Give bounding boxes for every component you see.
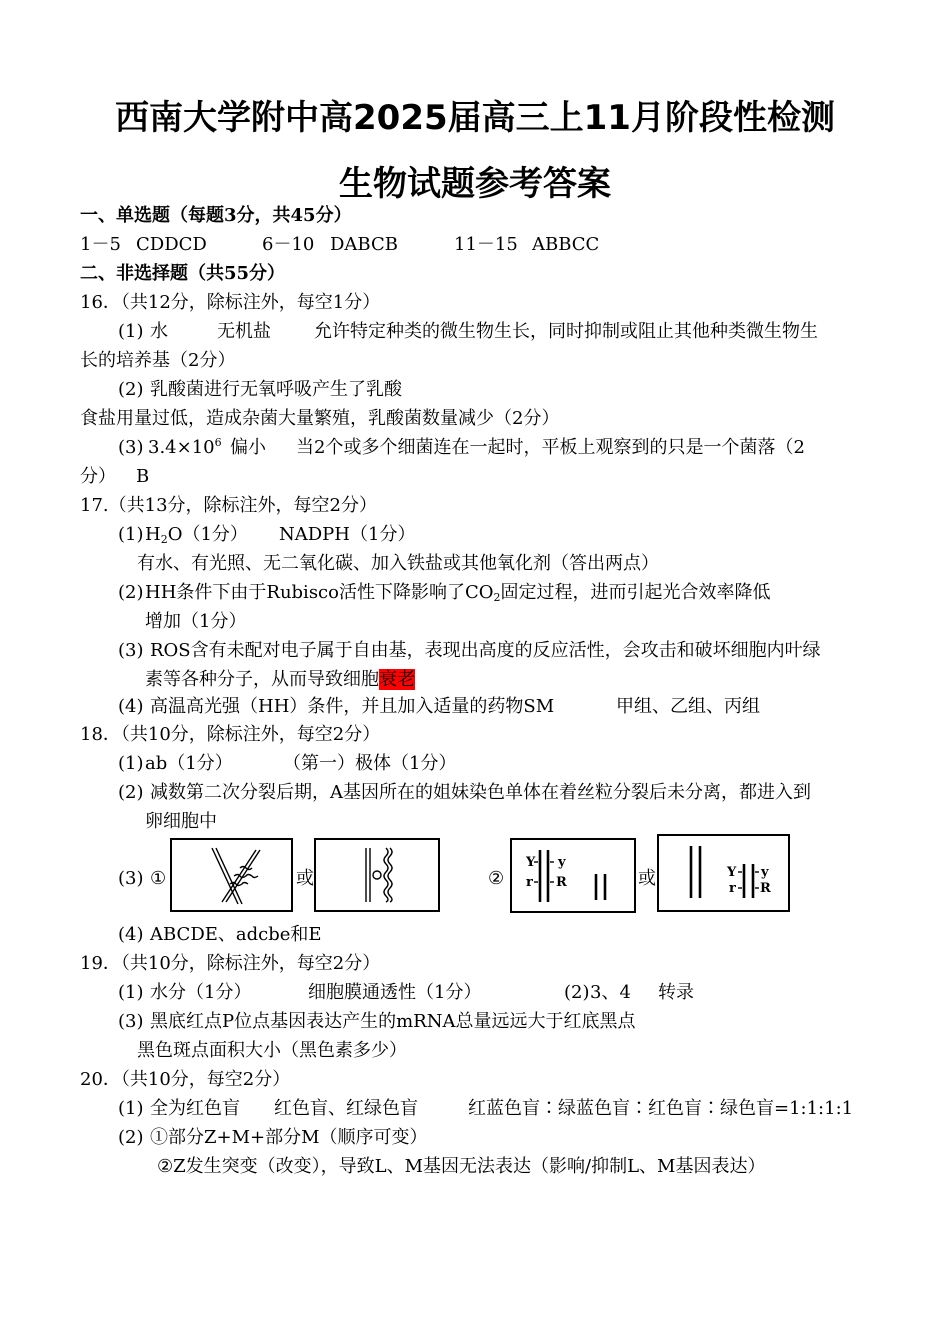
q17-2-subscript: 2 (493, 591, 501, 604)
q16-3-exponent: 6 (214, 436, 222, 449)
q20-answer-2 (118, 1125, 428, 1151)
figure-cell-labeled-chromosomes (510, 838, 636, 913)
q18-answer-2 (118, 780, 811, 806)
q20-answer-2-line2: ②Z发生突变（改变），导致L、M基因无法表达（影响/抑制L、M基因表达） (157, 1156, 766, 1177)
q19-1-number: (1) (118, 982, 144, 1003)
q20-answer-1 (118, 1096, 853, 1122)
q19-3-part1: 黑底红点P位点基因表达产生的mRNA总量远远大于红底黑点 (150, 1011, 636, 1032)
q16-heading: 16．（共12分，除标注外，每空1分） (80, 292, 381, 313)
q19-answer-3 (118, 1009, 635, 1035)
mc-answers-3: ABBCC (532, 234, 600, 255)
q20-2-part1: ①部分Z+M+部分M（顺序可变） (150, 1127, 428, 1148)
q17-4-part2: 甲组、乙组、丙组 (616, 696, 760, 717)
mc-answers-2: DABCB (330, 234, 398, 255)
q20-1-number: (1) (118, 1098, 144, 1119)
q19-heading: 19．（共10分，除标注外，每空2分） (80, 953, 381, 974)
q17-heading: 17.（共13分，除标注外，每空2分） (80, 495, 377, 516)
q19-2-number: (2) (564, 982, 590, 1003)
q17-1-o: O（1分） (167, 524, 248, 545)
gene-label-Y: Y (526, 855, 536, 870)
q18-1-part1: ab（1分） (145, 753, 233, 774)
mc-answers-row (80, 232, 599, 258)
q16-3-value: 3.4×10 (148, 437, 215, 458)
figure-cell-labeled-chromosomes-alt (657, 834, 790, 912)
q17-answer-1-line2: 有水、有光照、无二氧化碳、加入铁盐或其他氧化剂（答出两点） (137, 553, 659, 574)
q16-1-part1: 水 (150, 321, 168, 342)
q17-3-part1: ROS含有未配对电子属于自由基，表现出高度的反应活性，会攻击和破坏细胞内叶绿 (150, 640, 821, 661)
q16-answer-3-continued (80, 464, 149, 490)
highlighted-answer: 衰老 (379, 669, 415, 690)
q18-3-circle-1: ① (150, 868, 167, 889)
q18-4-number: (4) (118, 924, 144, 945)
gene-label-Y-alt: Y (727, 865, 737, 880)
gene-label-r-alt: r (729, 881, 736, 896)
q16-3-cont1: 分） (80, 466, 116, 487)
crossed-chromosomes-drawing (172, 840, 291, 910)
section2-heading: 二、非选择题（共55分） (80, 263, 286, 284)
q20-1-part1: 全为红色盲 (150, 1098, 240, 1119)
q19-answer-3-line2: 黑色斑点面积大小（黑色素多少） (137, 1040, 407, 1061)
q16-3-part3: 当2个或多个细菌连在一起时，平板上观察到的只是一个菌落（2 (296, 437, 805, 458)
q17-2-post: 固定过程，进而引起光合效率降低 (500, 582, 771, 603)
figure-cell-crossed-chromosomes (170, 838, 293, 912)
q16-3-cont2: B (136, 466, 150, 487)
q17-answer-2-line2: 增加（1分） (145, 611, 247, 632)
q19-2-part1: 3、4 (590, 982, 631, 1003)
q17-answer-1 (118, 522, 415, 548)
q17-2-number: (2) (118, 582, 144, 603)
gene-label-R: R (556, 875, 567, 890)
q18-heading: 18．（共10分，除标注外，每空2分） (80, 724, 381, 745)
q19-3-number: (3) (118, 1011, 144, 1032)
q16-1-part3: 允许特定种类的微生物生长，同时抑制或阻止其他种类微生物生 (314, 321, 818, 342)
labeled-chromosomes-drawing (512, 840, 634, 911)
q18-4-part1: ABCDE、adcbe和E (150, 924, 322, 945)
q16-1-number: (1) (118, 321, 144, 342)
document-title: 西南大学附中高2025届高三上11月阶段性检测 (115, 98, 835, 138)
q17-answer-3 (118, 638, 821, 664)
q17-answer-3-line2 (145, 667, 415, 693)
q17-answer-4 (118, 694, 760, 720)
paired-chromosomes-drawing (316, 840, 438, 910)
gene-label-y: y (558, 855, 566, 870)
q16-3-part2: 偏小 (230, 437, 266, 458)
q16-answer-1-continued: 长的培养基（2分） (80, 350, 236, 371)
q17-3-number: (3) (118, 640, 144, 661)
q17-1-subscript: 2 (160, 533, 168, 546)
q19-1-part1: 水分（1分） (150, 982, 252, 1003)
q17-answer-2 (118, 580, 771, 606)
q20-2-number: (2) (118, 1127, 144, 1148)
q19-1-part2: 细胞膜通透性（1分） (308, 982, 482, 1003)
gene-label-r: r (526, 875, 533, 890)
labeled-chromosomes-alt-drawing (659, 836, 788, 910)
q18-answer-2-line2: 卵细胞中 (145, 811, 217, 832)
q17-4-number: (4) (118, 696, 144, 717)
q16-1-part2: 无机盐 (217, 321, 271, 342)
or-label-1: 或 (296, 868, 314, 889)
mc-range-3: 11－15 (454, 234, 518, 255)
figure-cell-paired-chromosomes (314, 838, 440, 912)
mc-range-1: 1－5 (80, 234, 121, 255)
q18-answer-1 (118, 751, 456, 777)
q19-2-part2: 转录 (658, 982, 694, 1003)
document-subtitle: 生物试题参考答案 (339, 164, 611, 204)
q18-3-circle-2: ② (488, 868, 505, 889)
q17-1-h: H (145, 524, 161, 545)
q16-answer-2 (118, 377, 402, 403)
q20-1-part2: 红色盲、红绿色盲 (274, 1098, 418, 1119)
mc-range-2: 6－10 (262, 234, 315, 255)
or-label-2: 或 (638, 868, 656, 889)
q17-1-number: (1) (118, 524, 144, 545)
q16-answer-1 (118, 319, 818, 345)
q16-3-number: (3) (118, 437, 144, 458)
q17-4-part1: 高温高光强（HH）条件，并且加入适量的药物SM (150, 696, 555, 717)
gene-label-y-alt: y (761, 865, 769, 880)
section1-heading: 一、单选题（每题3分，共45分） (80, 205, 352, 226)
q19-answer-1 (118, 980, 694, 1006)
q18-answer-4 (118, 922, 322, 948)
q18-2-number: (2) (118, 782, 144, 803)
q17-2-pre: HH条件下由于Rubisco活性下降影响了CO (145, 582, 494, 603)
q16-2-number: (2) (118, 379, 144, 400)
q20-1-part3: 红蓝色盲∶绿蓝色盲∶红色盲∶绿色盲=1:1:1:1 (468, 1098, 854, 1119)
mc-answers-1: CDDCD (136, 234, 207, 255)
q18-1-part2: （第一）极体（1分） (283, 753, 457, 774)
q18-1-number: (1) (118, 753, 144, 774)
q16-answer-3 (118, 435, 805, 461)
q17-3-line2-text: 素等各种分子，从而导致细胞 (145, 669, 379, 690)
q16-2-part1: 乳酸菌进行无氧呼吸产生了乳酸 (150, 379, 402, 400)
q17-1-part2: NADPH（1分） (279, 524, 416, 545)
q20-heading: 20．（共10分，每空2分） (80, 1069, 291, 1090)
q18-3-number: (3) (118, 868, 144, 889)
q18-2-part1: 减数第二次分裂后期，A基因所在的姐妹染色单体在着丝粒分裂后未分离，都进入到 (150, 782, 811, 803)
q16-answer-2-line2: 食盐用量过低，造成杂菌大量繁殖，乳酸菌数量减少（2分） (80, 408, 560, 429)
gene-label-R-alt: R (760, 881, 771, 896)
